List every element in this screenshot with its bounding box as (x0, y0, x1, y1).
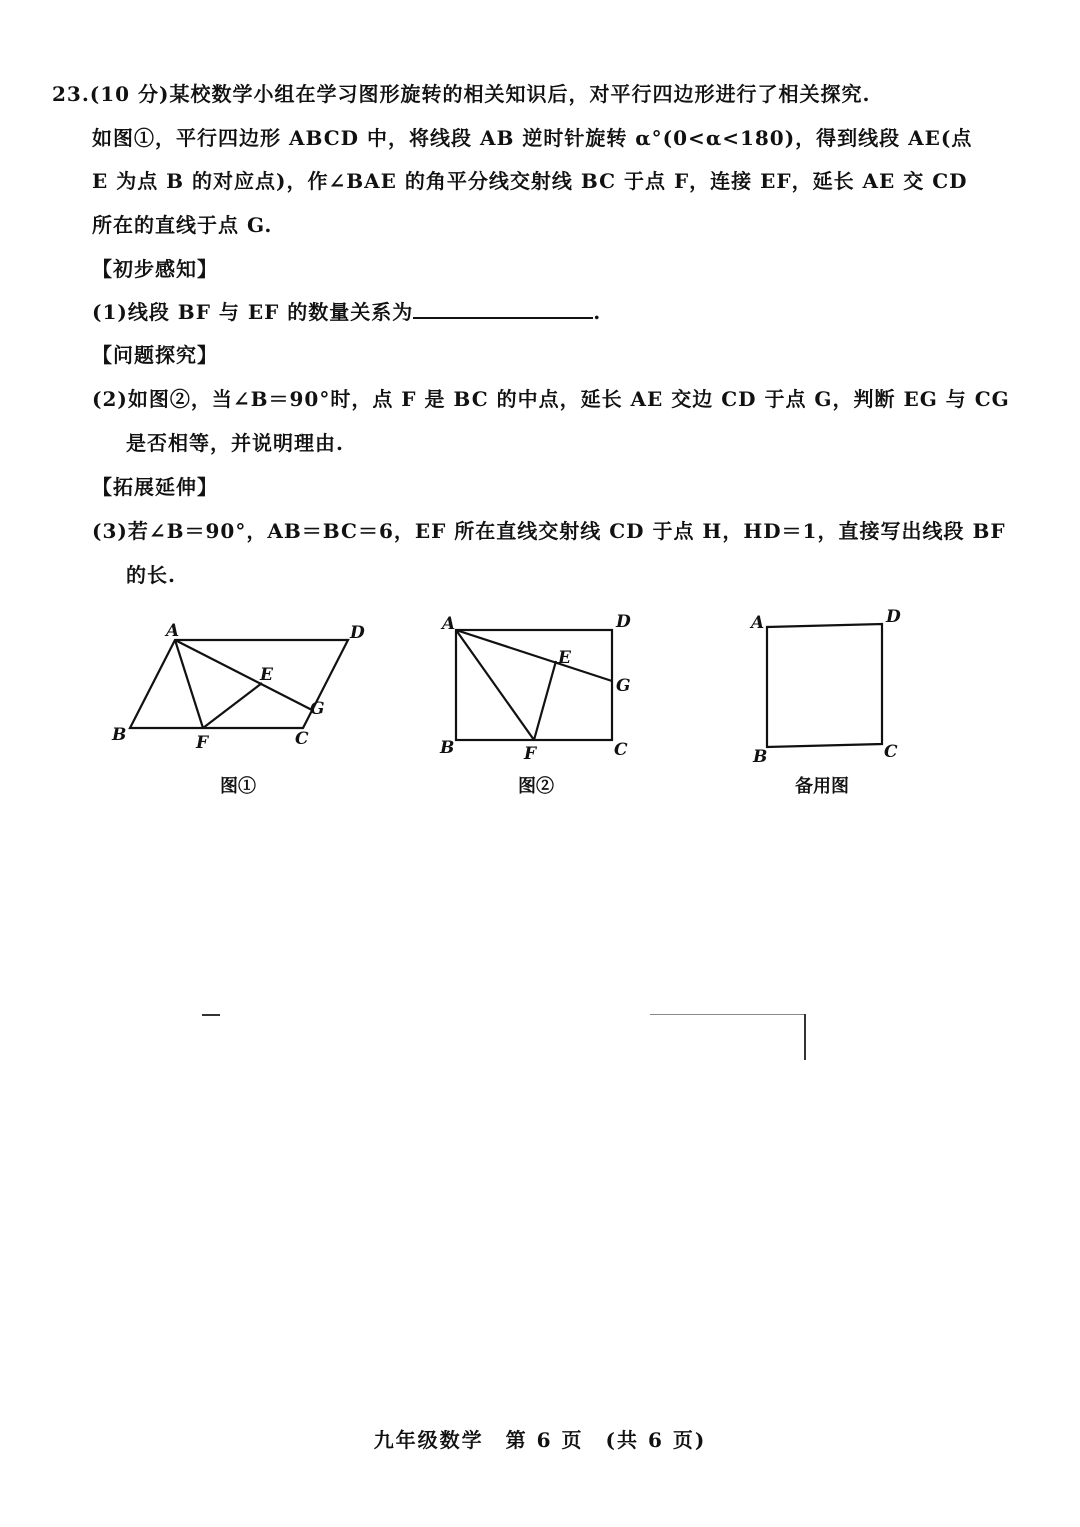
part2-text-1: (2)如图②，当∠B＝90°时，点 F 是 BC 的中点，延长 AE 交边 CD 于点 G，判断 EG 与 CG (92, 387, 1010, 411)
part1-text: (1)线段 BF 与 EF 的数量关系为 (92, 300, 414, 324)
part3-text-1: (3)若∠B＝90°，AB＝BC＝6，EF 所在直线交射线 CD 于点 H，HD＝1，直接写出线段 BF (92, 519, 1006, 543)
segment-ef (534, 661, 556, 740)
figure-3-caption: 备用图 (795, 776, 849, 797)
fig3-label-c: C (884, 742, 898, 762)
fig1-label-c: C (295, 729, 309, 749)
question-line-4: 所在的直线于点 G. (92, 213, 273, 237)
fig1-label-e: E (260, 665, 273, 685)
scan-mark-left (202, 1014, 220, 1016)
fig1-label-g: G (310, 699, 325, 719)
fig2-label-c: C (614, 740, 628, 760)
figure-2-caption: 图② (518, 776, 554, 797)
page-footer: 九年级数学 第 6 页 (共 6 页) (373, 1428, 707, 1452)
fig2-label-g: G (616, 676, 631, 696)
fig1-label-a: A (166, 621, 180, 641)
part2-text-2: 是否相等，并说明理由. (126, 431, 344, 455)
segment-ag (175, 640, 312, 710)
question-line-2: 如图①，平行四边形 ABCD 中，将线段 AB 逆时针旋转 α°(0<α<180)，得到线段 AE(点 (92, 126, 973, 150)
fig3-label-d: D (886, 607, 901, 627)
fig3-label-b: B (753, 747, 768, 762)
fig3-label-a: A (751, 613, 765, 633)
answer-blank[interactable] (413, 299, 593, 319)
segment-ag (456, 630, 612, 681)
part3-heading: 【拓展延伸】 (92, 475, 218, 499)
part1-end: . (593, 300, 602, 324)
fig2-label-a: A (442, 614, 456, 634)
fig2-label-d: D (616, 612, 631, 632)
figure-2 (436, 605, 656, 765)
part1-heading: 【初步感知】 (92, 257, 218, 281)
scan-mark-right (650, 1014, 806, 1015)
fig1-label-d: D (350, 623, 365, 643)
scan-mark-vertical (804, 1014, 806, 1060)
fig2-label-b: B (440, 738, 455, 758)
rectangle-abcd (456, 630, 612, 740)
part3-text-2: 的长. (126, 563, 176, 587)
fig1-label-b: B (112, 725, 127, 745)
figure-1 (100, 610, 380, 760)
fig2-label-e: E (558, 648, 571, 668)
question-line-3: E 为点 B 的对应点)，作∠BAE 的角平分线交射线 BC 于点 F，连接 EF，延长 AE 交 CD (92, 169, 968, 193)
fig1-label-f: F (196, 733, 209, 753)
part2-heading: 【问题探究】 (92, 343, 218, 367)
figure-1-caption: 图① (220, 776, 256, 797)
question-line-1: 23.(10 分)某校数学小组在学习图形旋转的相关知识后，对平行四边形进行了相关探究. (52, 82, 871, 106)
fig2-label-f: F (524, 744, 537, 764)
figure-3 (745, 602, 915, 762)
segment-ef (203, 683, 262, 728)
square-abcd (767, 624, 882, 747)
part1-question (92, 298, 601, 326)
segment-af (456, 630, 534, 740)
